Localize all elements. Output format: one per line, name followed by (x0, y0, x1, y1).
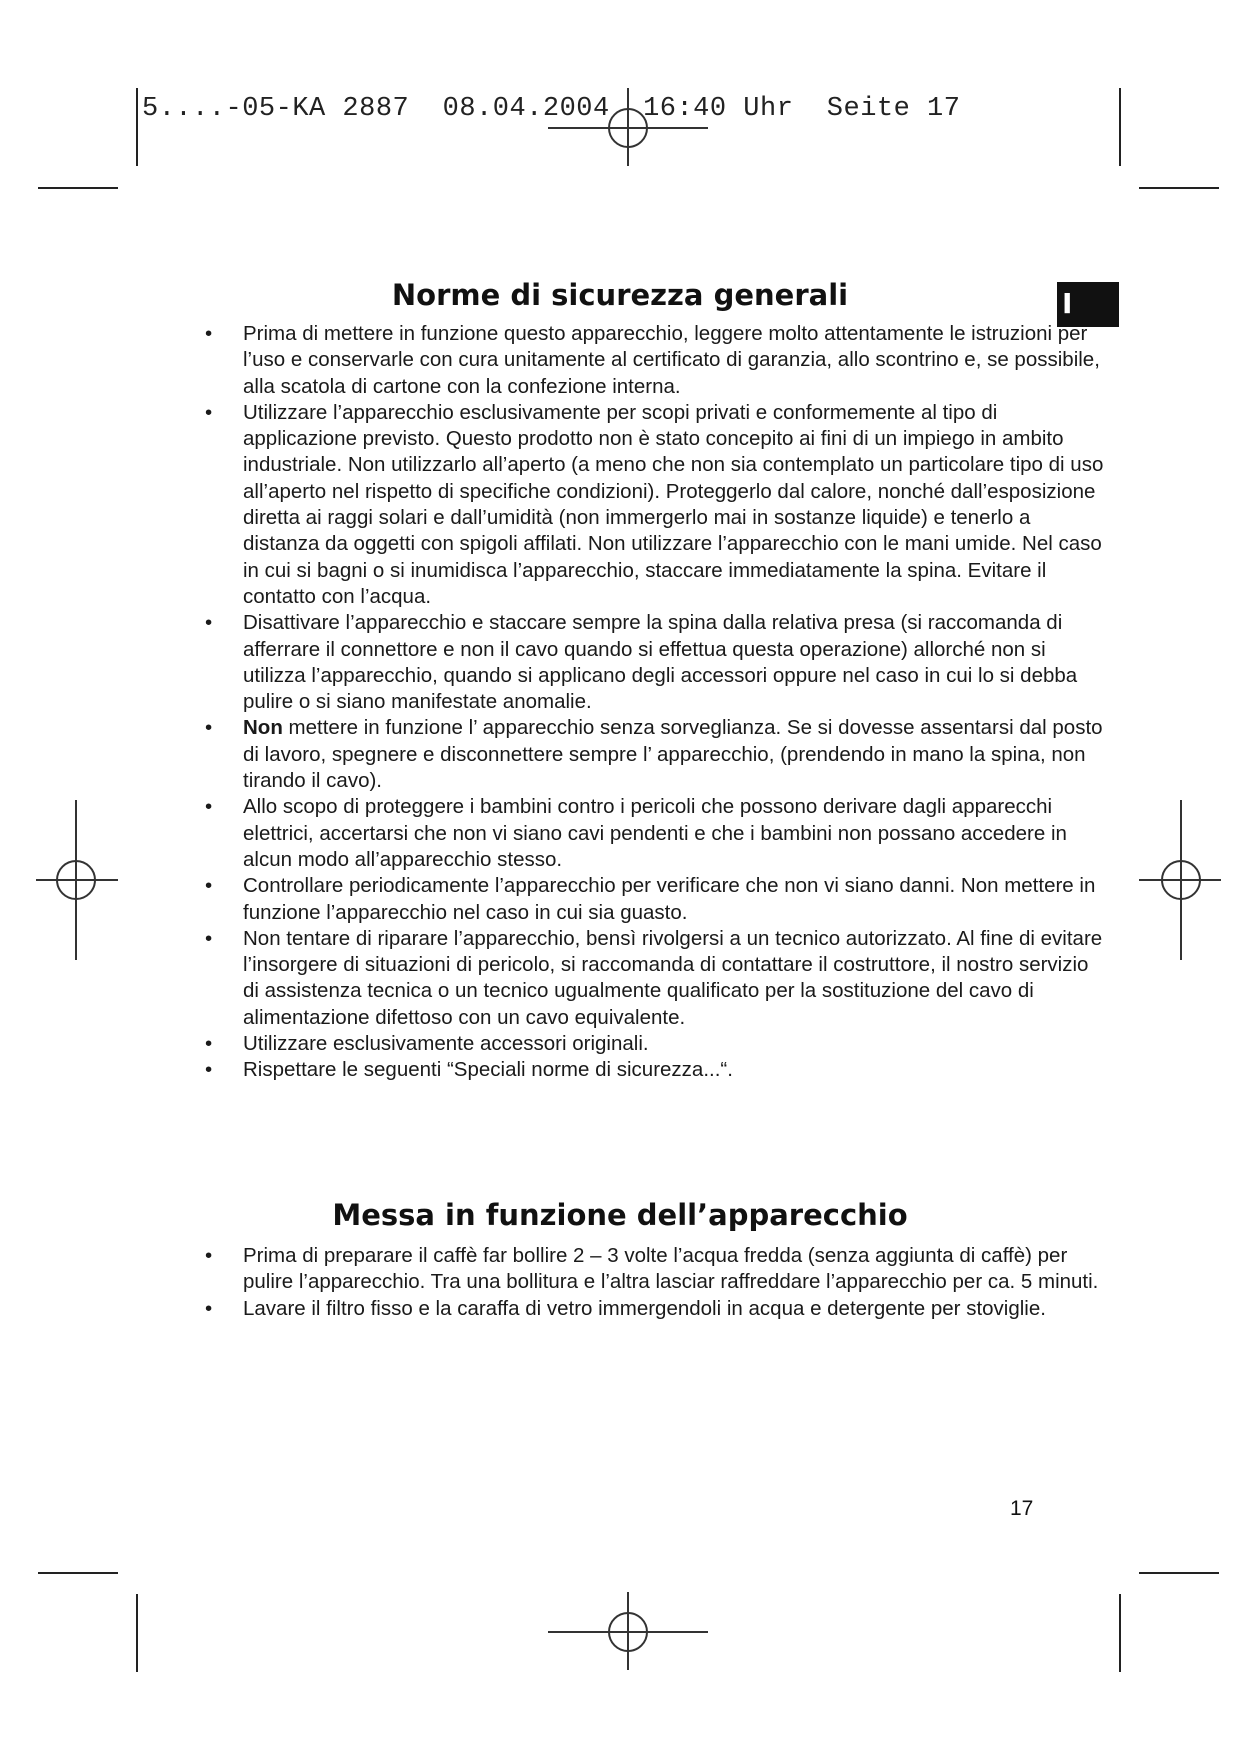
list-item-text: Allo scopo di proteggere i bambini contro i pericoli che possono derivare dagli apparecchi elettrici, accertarsi che non vi siano cavi pendenti e che i bambini non possano accedere in alcun modo all’apparecchio stesso. (243, 795, 1067, 871)
list-item (205, 400, 1105, 610)
crop-mark-top-right-horizontal (1139, 187, 1219, 189)
crop-mark-bottom-left-vertical (136, 1594, 138, 1672)
language-tab-letter: I (1062, 287, 1073, 320)
list-item (205, 1057, 1105, 1083)
safety-list (205, 321, 1105, 1084)
bullet-icon: • (205, 400, 213, 424)
bullet-icon: • (205, 716, 213, 740)
list-item (205, 873, 1105, 926)
bullet-icon: • (205, 1244, 213, 1267)
list-item (205, 926, 1105, 1031)
list-item-text (243, 716, 1103, 792)
list-item (205, 1243, 1105, 1296)
list-item (205, 794, 1105, 873)
section-title-safety: Norme di sicurezza generali (391, 278, 849, 312)
bullet-icon: • (205, 1058, 213, 1082)
list-item (205, 1031, 1105, 1057)
startup-list (205, 1243, 1105, 1322)
crop-mark-top-left-horizontal (38, 187, 118, 189)
list-item-text: Rispettare le seguenti “Speciali norme di sicurezza...“. (243, 1058, 733, 1082)
bullet-icon: • (205, 1032, 213, 1056)
bullet-icon: • (205, 322, 213, 345)
bullet-icon: • (205, 926, 213, 950)
bullet-icon: • (205, 611, 213, 635)
crop-mark-bottom-right-horizontal (1139, 1572, 1219, 1574)
emphasis-text: Non (243, 716, 283, 740)
list-item-text: Utilizzare l’apparecchio esclusivamente per scopi privati e conformemente al tipo di applicazione previsto. Questo prodotto non è stato concepito ai fini di un impiego in ambito industriale. Non utilizzarlo all’aperto (a meno che non sia contemplato un particolare tipo di uso all’aperto nel rispetto di specifiche condizioni). Proteggerlo dal calore, nonché dall’esposizione diretta ai raggi solari e dall’umidità (non immergerlo mai in sostanze liquide) e tenerlo a distanza da oggetti con spigoli affilati. Non utilizzare l’apparecchio con le mani umide. Nel caso in cui si bagni o si inumidisca l’apparecchio, staccare immediatamente la spina. Evitare il contatto con l’acqua. (243, 400, 1104, 608)
list-item-text: Utilizzare esclusivamente accessori originali. (243, 1032, 649, 1056)
bullet-icon: • (205, 795, 213, 819)
list-item (205, 610, 1105, 715)
registration-mark-bottom (548, 1592, 708, 1672)
list-item (205, 321, 1105, 400)
list-item (205, 715, 1105, 794)
page-number: 17 (1010, 1497, 1034, 1520)
registration-mark-left (36, 800, 118, 960)
list-item (205, 1296, 1105, 1322)
list-item-text: Prima di preparare il caffè far bollire 2 – 3 volte l’acqua fredda (senza aggiunta di caffè) per pulire l’apparecchio. Tra una bollitura e l’altra lasciar raffreddare l’apparecchio per ca. 5 minuti. (243, 1244, 1099, 1294)
crop-mark-bottom-left-horizontal (38, 1572, 118, 1574)
crop-mark-top-right-vertical (1119, 88, 1121, 166)
crop-mark-top-left-vertical (136, 88, 138, 166)
print-slug-header: 5....-05-KA 2887 08.04.2004 16:40 Uhr Seite 17 (142, 94, 961, 124)
list-item-text: Prima di mettere in funzione questo apparecchio, leggere molto attentamente le istruzioni per l’uso e conservarle con cura unitamente al certificato di garanzia, allo scontrino e, se possibile, alla scatola di cartone con la confezione interna. (243, 322, 1100, 398)
registration-mark-right (1139, 800, 1221, 960)
bullet-icon: • (205, 1296, 213, 1320)
list-item-text: Controllare periodicamente l’apparecchio per verificare che non vi siano danni. Non mettere in funzione l’apparecchio nel caso in cui sia guasto. (243, 874, 1096, 924)
list-item-text-rest: mettere in funzione l’ apparecchio senza sorveglianza. Se si dovesse assentarsi dal posto di lavoro, spegnere e disconnettere sempre l’ apparecchio, (prendendo in mano la spina, non tirando il cavo). (243, 716, 1103, 793)
list-item-text: Non tentare di riparare l’apparecchio, bensì rivolgersi a un tecnico autorizzato. Al fine di evitare l’insorgere di situazioni di pericolo, si raccomanda di contattare il costruttore, il nostro servizio di assistenza tecnica o un tecnico ugualmente qualificato per la sostituzione del cavo di alimentazione difettoso con un cavo equivalente. (243, 926, 1103, 1029)
list-item-text: Lavare il filtro fisso e la caraffa di vetro immergendoli in acqua e detergente per stoviglie. (243, 1296, 1046, 1320)
list-item-text: Disattivare l’apparecchio e staccare sempre la spina dalla relativa presa (si raccomanda di afferrare il connettore e non il cavo quando si effettua questa operazione) allorché non si utilizza l’apparecchio, quando si applicano degli accessori oppure nel caso in cui lo si debba pulire o si siano manifestate anomalie. (243, 611, 1078, 714)
crop-mark-bottom-right-vertical (1119, 1594, 1121, 1672)
bullet-icon: • (205, 874, 213, 898)
section-title-startup: Messa in funzione dell’apparecchio (332, 1198, 908, 1232)
